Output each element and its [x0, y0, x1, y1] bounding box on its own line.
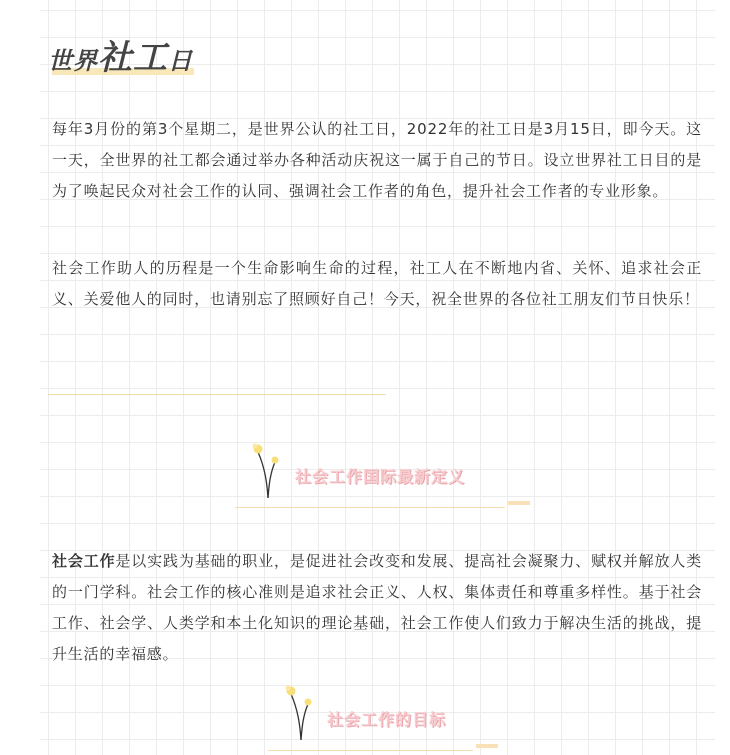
title-part-day: 日: [168, 47, 193, 75]
definition-paragraph: [52, 546, 702, 670]
section-title-underline: [268, 750, 473, 751]
title-part-world: 世界: [48, 47, 98, 75]
definition-lead: 社会工作: [52, 552, 116, 570]
flower-icon: [281, 680, 315, 742]
section-title-goals: 社会工作的目标: [327, 710, 447, 729]
intro-paragraph-1: 每年3月份的第3个星期二，是世界公认的社工日，2022年的社工日是3月15日，即今天。这一天，全世界的社工都会通过举办各种活动庆祝这一属于自己的节日。设立世界社工日目的是为了唤起民众对社会工作的认同、强调社会工作者的角色，提升社会工作者的专业形象。: [52, 120, 702, 200]
section-title-underline: [235, 507, 505, 508]
intro-paragraph-2: 社会工作助人的历程是一个生命影响生命的过程，社工人在不断地内省、关怀、追求社会正义、关爱他人的同时，也请别忘了照顾好自己！今天，祝全世界的各位社工朋友们节日快乐！: [52, 259, 702, 308]
section-title-definition: 社会工作国际最新定义: [295, 467, 466, 486]
flower-icon: [248, 438, 282, 500]
section-divider: [48, 394, 386, 395]
title-part-social-work: 社工: [98, 38, 168, 78]
section-title-dash: [508, 501, 530, 505]
page-title: [48, 30, 193, 79]
definition-body: 是以实践为基础的职业，是促进社会改变和发展、提高社会凝聚力、赋权并解放人类的一门学科。社会工作的核心准则是追求社会正义、人权、集体责任和尊重多样性。基于社会工作、社会学、人类学和本土化知识的理论基础，社会工作使人们致力于解决生活的挑战，提升生活的幸福感。: [52, 552, 702, 663]
section-title-dash: [476, 744, 498, 748]
